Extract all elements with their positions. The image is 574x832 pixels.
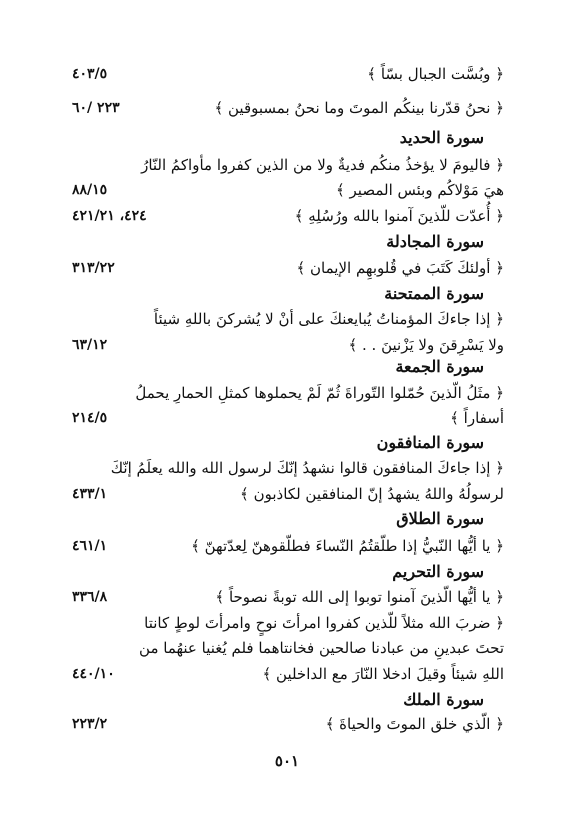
verse-reference: ٢٢٣ /٦٠ xyxy=(72,100,120,116)
verse-line: اللهِ شيئاً وقيلَ ادخلا النّارَ مع الداخلين ﴾ xyxy=(262,665,504,683)
surah-heading: سورة الحديد xyxy=(399,128,484,147)
page-number: ٥٠١ xyxy=(274,752,300,770)
verse-line: ﴿ يا أيُّها النّبيُّ إذا طلّقتُمُ النّساءَ فطلّقوهنّ لِعدّتهنّ ﴾ xyxy=(191,537,504,555)
verse-line: لرسولُهُ واللهُ يشهدُ إنّ المنافقين لكاذبون ﴾ xyxy=(240,485,504,503)
verse-reference: ٢١٤/٥ xyxy=(72,410,108,426)
verse-reference: ٤٢٤، ٤٢١/٢١ xyxy=(72,208,147,224)
verse-line: ﴿ يا أيُّها الّذينَ آمنوا توبوا إلى الله توبةً نصوحاً ﴾ xyxy=(215,588,504,606)
verse-line: ﴿ ضربَ الله مثلاً للّذين كفروا امرأتَ نوحٍ وامرأتَ لوطٍ كانتا xyxy=(144,614,504,632)
verse-line: ﴿ مثَلُ الّذينَ حُمّلوا التّوراةَ ثُمّ لَمْ يحملوها كمثلِ الحمارِ يحملُ xyxy=(135,384,504,402)
surah-heading: سورة المنافقون xyxy=(376,433,484,452)
verse-line: ﴿ الّذي خلق الموتَ والحياةَ ﴾ xyxy=(325,715,504,733)
verse-reference: ٣١٣/٢٢ xyxy=(72,260,115,276)
verse-line: ﴿ إذا جاءكَ المؤمناتُ يُبايعنكَ على أنْ لا يُشركنَ باللهِ شيئاً xyxy=(153,310,504,328)
verse-reference: ٤٤٠/١٠ xyxy=(72,666,115,682)
surah-heading: سورة الطلاق xyxy=(396,509,484,528)
verse-line: أسفاراً ﴾ xyxy=(450,409,504,427)
verse-line: ﴿ نحنُ قدّرنا بينكُم الموتَ وما نحنُ بمسبوقين ﴾ xyxy=(214,99,504,117)
surah-heading: سورة المجادلة xyxy=(386,232,484,251)
verse-line: تحتَ عبدينِ من عبادنا صالحين فخانتاهما فلم يُغنيا عنهُما من xyxy=(139,639,504,657)
surah-heading: سورة التحريم xyxy=(392,562,484,581)
surah-heading: سورة الملك xyxy=(403,690,484,709)
verse-line: ﴿ وبُسَّت الجبال بسّاً ﴾ xyxy=(367,65,504,83)
verse-reference: ٢٢٣/٢ xyxy=(72,716,108,732)
surah-heading: سورة الممتحنة xyxy=(384,284,484,303)
verse-reference: ٦٣/١٢ xyxy=(72,337,108,353)
verse-line: ﴿ أُعدّت للّذينَ آمنوا بالله ورُسُلِهِ ﴾ xyxy=(294,207,504,225)
verse-line: ﴿ أولئكَ كَتَبَ في قُلوبهِم الإيمان ﴾ xyxy=(296,259,504,277)
verse-reference: ٣٣٦/٨ xyxy=(72,589,108,605)
surah-heading: سورة الجمعة xyxy=(395,357,484,376)
verse-line: ﴿ إذا جاءكَ المنافقون قالوا نشهدُ إنّكَ لرسول الله والله يعلَمُ إنّكَ xyxy=(110,459,504,477)
verse-reference: ٤٠٣/٥ xyxy=(72,66,108,82)
verse-reference: ٨٨/١٥ xyxy=(72,182,108,198)
verse-line: ولا يَسْرِقنَ ولا يَزْنينَ . . ﴾ xyxy=(348,336,504,354)
verse-reference: ٤٦١/١ xyxy=(72,538,108,554)
verse-line: ﴿ فاليومَ لا يؤخذُ منكُم فديةٌ ولا من الذين كفروا مأواكمُ النّارُ xyxy=(141,156,504,174)
verse-line: هيَ مَوْلاكُم وبئس المصير ﴾ xyxy=(335,181,504,199)
verse-reference: ٤٣٣/١ xyxy=(72,486,108,502)
